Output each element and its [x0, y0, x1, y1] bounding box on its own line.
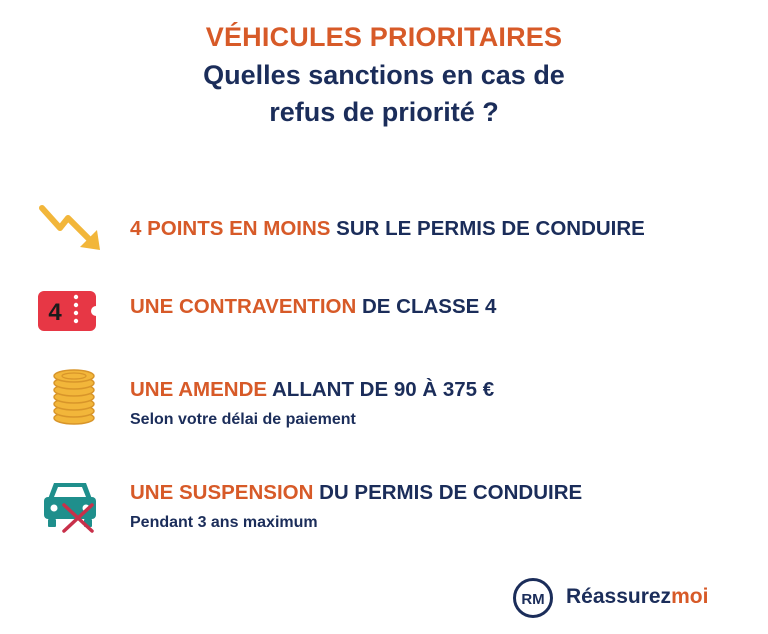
sanction-item-contravention — [34, 283, 754, 343]
ticket-icon — [34, 283, 106, 343]
sanction-item-amende — [34, 368, 754, 428]
logo-name-part-2: moi — [671, 585, 709, 608]
sanction-headline — [130, 480, 582, 506]
sanction-highlight: UNE AMENDE — [130, 378, 268, 401]
sanction-rest: ALLANT DE 90 À 375 € — [267, 378, 495, 401]
page-title — [0, 57, 768, 131]
sanction-item-suspension — [34, 475, 754, 535]
logo-mark-icon — [512, 577, 554, 619]
page-kicker: VÉHICULES PRIORITAIRES — [205, 22, 563, 52]
sanction-subtext: Selon votre délai de paiement — [130, 411, 356, 428]
title-line-1: Quelles sanctions en cas de — [203, 60, 565, 90]
sanction-highlight: UNE CONTRAVENTION — [130, 295, 357, 318]
sanction-headline — [130, 294, 496, 320]
coins-icon — [34, 368, 106, 428]
title-line-2: refus de priorité ? — [269, 97, 499, 127]
sanction-item-points — [34, 198, 754, 258]
logo-name-part-1: Réassurez — [566, 585, 672, 608]
sanction-rest: SUR LE PERMIS DE CONDUIRE — [330, 217, 645, 240]
sanction-highlight: UNE SUSPENSION — [130, 481, 314, 504]
ticket-number: 4 — [48, 299, 62, 326]
brand-logo — [512, 575, 762, 625]
header — [0, 22, 768, 131]
trending-down-icon — [34, 198, 106, 258]
sanction-highlight: 4 POINTS EN MOINS — [130, 217, 331, 240]
logo-mark-text: RM — [521, 591, 545, 608]
sanction-rest: DU PERMIS DE CONDUIRE — [313, 481, 583, 504]
logo-wordmark — [566, 585, 708, 609]
sanction-headline — [130, 216, 645, 242]
sanction-subtext: Pendant 3 ans maximum — [130, 514, 318, 531]
car-crossed-icon — [34, 475, 106, 535]
sanction-headline — [130, 377, 494, 403]
sanction-rest: DE CLASSE 4 — [356, 295, 497, 318]
